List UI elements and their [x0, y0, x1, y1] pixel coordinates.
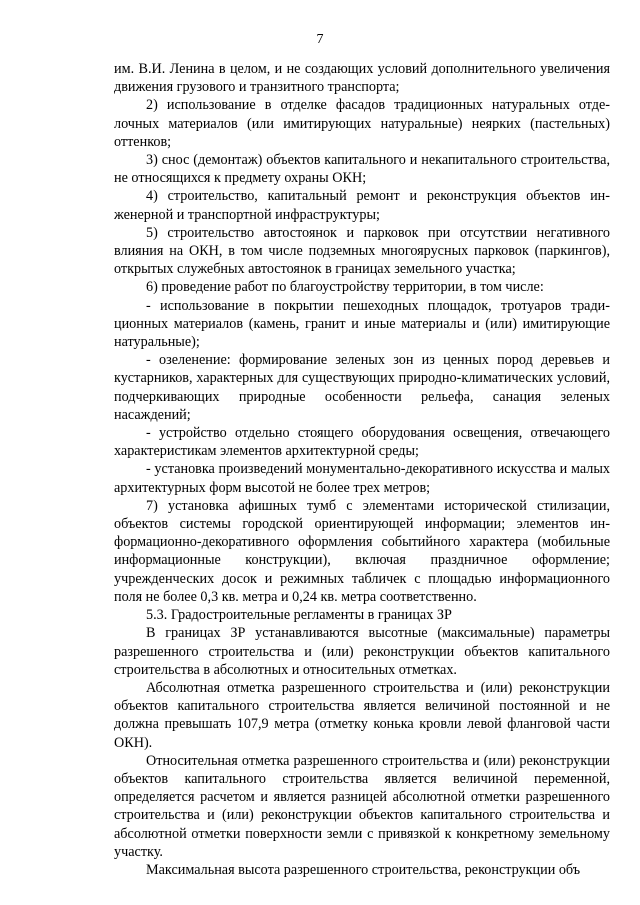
- document-body: [114, 60, 610, 879]
- paragraph-subitem-paving: - использование в покрытии пешеходных площадок, тротуаров традиционных материалов (камень, гранит и иные материалы и (или) имитирующие натуральные);: [114, 297, 610, 351]
- paragraph-item-3: 3) снос (демонтаж) объектов капитального и некапитального строительства, не относящихся к предмету охраны ОКН;: [114, 152, 610, 187]
- paragraph-continuation: им. В.И. Ленина в целом, и не создающих условий дополнительного увеличения движения грузового и транзитного транспорта;: [114, 61, 610, 96]
- paragraph-item-2: 2) использование в отделке фасадов традиционных натуральных отделочных материалов (или имитирующих натуральные) неярких (пастельных) оттенков;: [114, 97, 610, 150]
- section-heading-5-3: 5.3. Градостроительные регламенты в границах ЗР: [146, 607, 452, 624]
- paragraph-max-height: Максимальная высота разрешенного строительства, реконструкции объ: [146, 861, 581, 878]
- paragraph-item-5: 5) строительство автостоянок и парковок при отсутствии негативного влияния на ОКН, в том числе подземных многоярусных парковок (паркингов), открытых служебных автостоянок в границах земельного участка;: [114, 224, 610, 278]
- paragraph-relative-mark: Относительная отметка разрешенного строительства и (или) реконструкции объектов капитального строительства является величиной переменной, определяется расчетом и является разницей абсолютной отметки разрешенного строительства и (или) реконструкции объектов капитального строительства и абсолютной отметки поверхности земли с привязкой к конкретному земельному участку.: [114, 752, 610, 860]
- paragraph-subitem-lighting: - устройство отдельно стоящего оборудования освещения, отвечающего характеристикам элементов архитектурной среды;: [114, 425, 610, 460]
- paragraph-subitem-greening: - озеленение: формирование зеленых зон из ценных пород деревьев и кустарников, характерных для существующих природно-климатических условий, подчеркивающих природные особенности рельефа, санация зеленых насаждений;: [114, 352, 610, 423]
- paragraph-item-4: 4) строительство, капитальный ремонт и реконструкция объектов инженерной и транспортной инфраструктуры;: [114, 188, 610, 223]
- paragraph-height-params: В границах ЗР устанавливаются высотные (максимальные) параметры разрешенного строительства и (или) реконструкции объектов капитального строительства в абсолютных и относительных отметках.: [114, 625, 610, 678]
- paragraph-subitem-monuments: - установка произведений монументально-декоративного искусства и малых архитектурных форм высотой не более трех метров;: [114, 461, 610, 496]
- paragraph-item-7: 7) установка афишных тумб с элементами исторической стилизации, объектов системы городской ориентирующей информации; элементов информационно-декоративного оформления событийного характера (мобильные информационные конструкции), включая праздничное оформление; учрежденческих досок и режимных табличек с площадью информационного поля не более 0,3 кв. метра и 0,24 кв. метра соответственно.: [114, 497, 610, 605]
- paragraph-absolute-mark: Абсолютная отметка разрешенного строительства и (или) реконструкции объектов капитального строительства является величиной постоянной и не должна превышать 107,9 метра (отметку конька кровли левой фланговой части ОКН).: [114, 679, 610, 751]
- paragraph-item-6: 6) проведение работ по благоустройству территории, в том числе:: [146, 279, 544, 296]
- page-number: 7: [316, 32, 324, 47]
